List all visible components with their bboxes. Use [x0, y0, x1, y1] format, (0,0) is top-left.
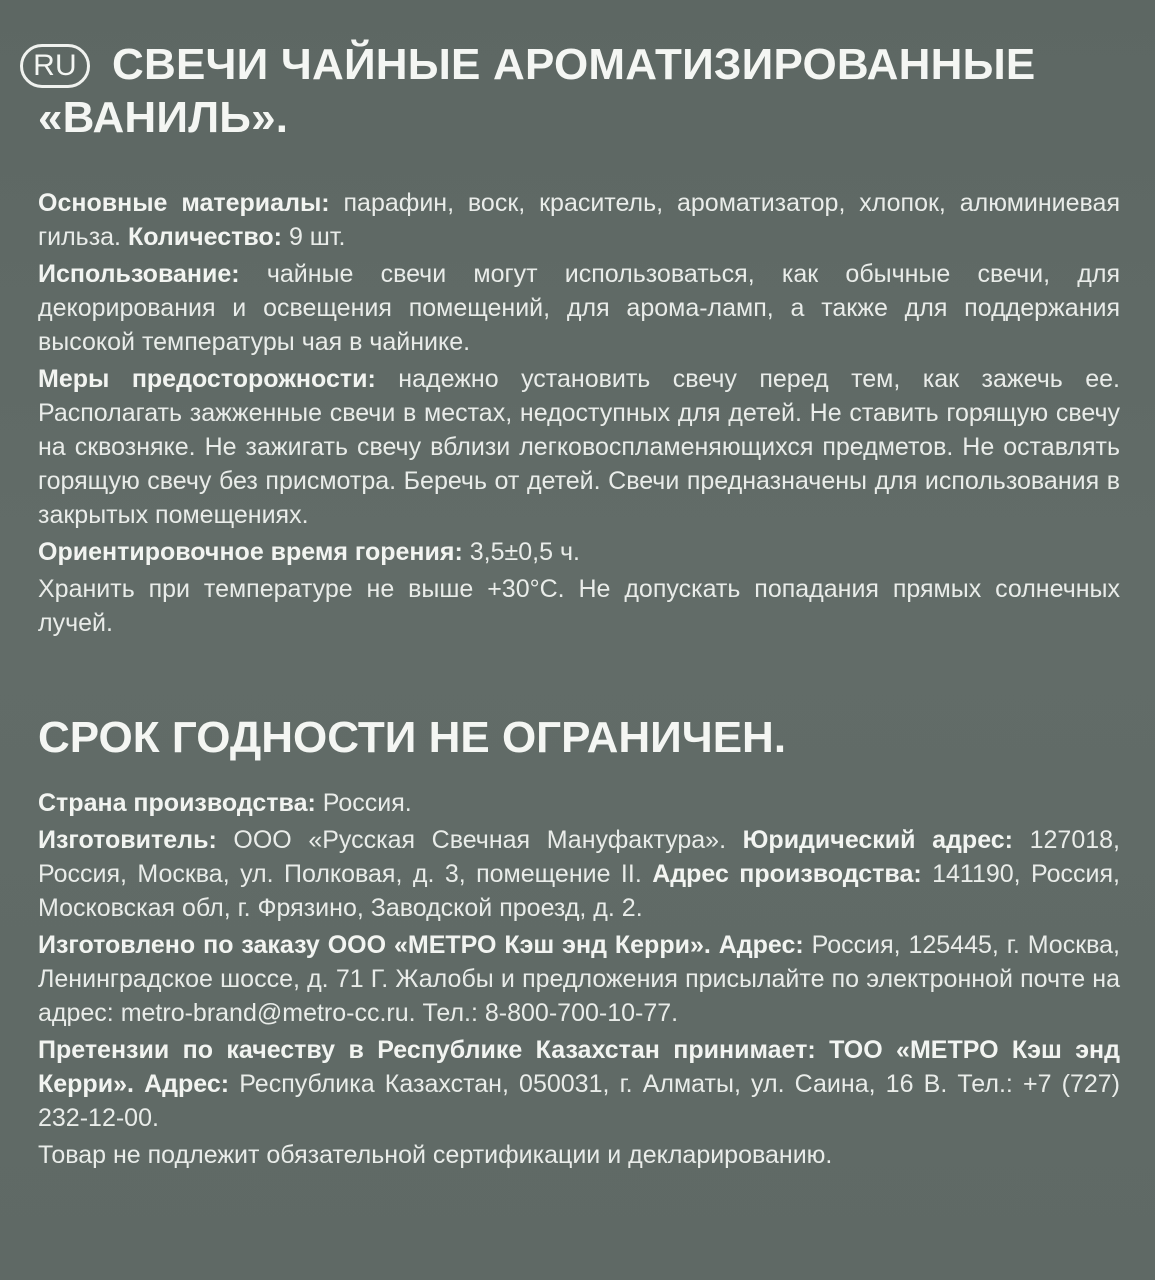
manufacturer-info-block — [38, 786, 1120, 1175]
materials-label: Основные материалы: — [38, 189, 330, 217]
manufacturer-paragraph — [38, 823, 1120, 925]
legal-address-label: Юридический адрес: — [742, 826, 1013, 854]
production-address-label: Адрес производства: — [652, 860, 922, 888]
kazakhstan-paragraph — [38, 1033, 1120, 1135]
manufacturer-label: Изготовитель: — [38, 826, 217, 854]
certification-text: Товар не подлежит обязательной сертификации и декларированию. — [38, 1141, 833, 1169]
materials-paragraph — [38, 186, 1120, 254]
kazakhstan-label: Претензии по качеству в Республике Казахстан принимает: ТОО «МЕТРО Кэш энд Керри». Адрес: — [38, 1036, 1120, 1098]
usage-paragraph — [38, 257, 1120, 359]
title-line-1: СВЕЧИ ЧАЙНЫЕ АРОМАТИЗИРОВАННЫЕ — [112, 40, 1036, 89]
burn-time-paragraph — [38, 535, 1120, 569]
country-label: Страна производства: — [38, 789, 316, 817]
quantity-text: 9 шт. — [282, 223, 346, 251]
ordered-by-paragraph — [38, 928, 1120, 1030]
legal-address-text: 127018, Россия, Москва, ул. Полковая, д. 3, помещение II. — [38, 826, 1120, 888]
burn-time-label: Ориентировочное время горения: — [38, 538, 463, 566]
product-info-block — [38, 186, 1120, 643]
usage-label: Использование: — [38, 260, 240, 288]
kazakhstan-text: Республика Казахстан, 050031, г. Алматы, ул. Саина, 16 В. Тел.: +7 (727) 232-12-00. — [38, 1070, 1120, 1132]
country-text: Россия. — [315, 789, 412, 817]
production-address-text: 141190, Россия, Московская обл, г. Фрязино, Заводской проезд, д. 2. — [38, 860, 1120, 922]
language-badge: RU — [20, 44, 90, 88]
precautions-text: надежно установить свечу перед тем, как зажечь ее. Располагать зажженные свечи в местах, недоступных для детей. Не ставить горящую свечу на сквозняке. Не зажигать свечу вблизи легковоспламеняющихся предметов. Не оставлять горящую свечу без присмотра. Беречь от детей. Свечи предназначены для использования в закрытых помещениях. — [38, 365, 1120, 529]
certification-paragraph — [38, 1138, 1120, 1172]
precautions-paragraph — [38, 362, 1120, 532]
storage-text: Хранить при температуре не выше +30°С. Не допускать попадания прямых солнечных лучей. — [38, 575, 1120, 637]
ordered-by-text: Россия, 125445, г. Москва, Ленинградское шоссе, д. 71 Г. Жалобы и предложения присылайте по электронной почте на адрес: metro-brand@metro-cc.ru. Тел.: 8-800-700-10-77. — [38, 931, 1120, 1027]
ordered-by-label: Изготовлено по заказу ООО «МЕТРО Кэш энд Керри». Адрес: — [38, 931, 804, 959]
manufacturer-text: ООО «Русская Свечная Мануфактура». — [216, 826, 743, 854]
product-title — [33, 38, 1128, 144]
burn-time-text: 3,5±0,5 ч. — [462, 538, 580, 566]
materials-text: парафин, воск, краситель, ароматизатор, хлопок, алюминиевая гильза. — [38, 189, 1120, 251]
storage-paragraph — [38, 572, 1120, 640]
precautions-label: Меры предосторожности: — [38, 365, 376, 393]
shelf-life-heading: СРОК ГОДНОСТИ НЕ ОГРАНИЧЕН. — [38, 713, 787, 762]
country-paragraph — [38, 786, 1120, 820]
quantity-label: Количество: — [127, 223, 282, 251]
usage-text: чайные свечи могут использоваться, как обычные свечи, для декорирования и освещения помещений, для арома-ламп, а также для поддержания высокой температуры чая в чайнике. — [38, 260, 1120, 356]
title-line-2: «ВАНИЛЬ». — [38, 93, 289, 142]
